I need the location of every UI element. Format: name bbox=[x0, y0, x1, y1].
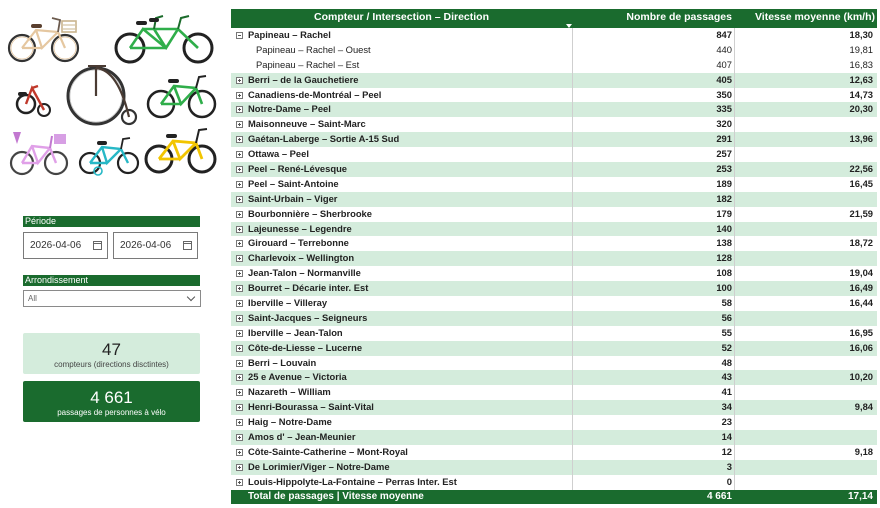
compteur-name-cell bbox=[231, 370, 572, 385]
compteur-name: Charlevoix – Wellington bbox=[248, 252, 355, 264]
compteur-name-cell bbox=[231, 192, 572, 207]
tricycle-image bbox=[17, 86, 50, 116]
compteur-name-cell bbox=[231, 281, 572, 296]
arrondissement-dropdown[interactable] bbox=[23, 290, 201, 307]
compteur-name: 25 e Avenue – Victoria bbox=[248, 371, 347, 383]
table-row[interactable] bbox=[231, 102, 877, 117]
vitesse-cell: 19,81 bbox=[734, 43, 877, 58]
compteurs-kpi-card bbox=[23, 333, 200, 374]
expand-plus-icon[interactable] bbox=[236, 345, 243, 352]
kids-bicycle-teal-image bbox=[80, 138, 138, 175]
table-row[interactable] bbox=[231, 251, 877, 266]
passages-cell: 23 bbox=[572, 415, 734, 430]
passages-cell: 48 bbox=[572, 356, 734, 371]
passages-kpi-card bbox=[23, 381, 200, 422]
table-total-row bbox=[231, 490, 877, 504]
expand-plus-icon[interactable] bbox=[236, 479, 243, 486]
passages-cell: 350 bbox=[572, 88, 734, 103]
compteur-name-cell bbox=[231, 400, 572, 415]
end-date-picker[interactable] bbox=[113, 232, 198, 259]
passages-cell: 55 bbox=[572, 326, 734, 341]
expand-plus-icon[interactable] bbox=[236, 330, 243, 337]
column-header-passages[interactable]: Nombre de passages bbox=[626, 11, 732, 23]
calendar-icon[interactable] bbox=[183, 241, 192, 250]
passages-cell: 34 bbox=[572, 400, 734, 415]
passages-cell: 140 bbox=[572, 222, 734, 237]
compteur-name: De Lorimier/Viger – Notre-Dame bbox=[248, 460, 390, 472]
compteur-name: Lajeunesse – Legendre bbox=[248, 222, 352, 234]
compteurs-caption: compteurs (directions disctintes) bbox=[54, 360, 169, 369]
tandem-bicycle-image bbox=[116, 16, 212, 62]
passages-cell: 12 bbox=[572, 445, 734, 460]
total-vitesse: 17,14 bbox=[847, 490, 873, 502]
start-date-picker[interactable] bbox=[23, 232, 108, 259]
expand-plus-icon[interactable] bbox=[236, 226, 243, 233]
table-row[interactable] bbox=[231, 236, 877, 251]
city-bicycle-image bbox=[148, 76, 215, 117]
compteur-name: Côte-de-Liesse – Lucerne bbox=[248, 341, 363, 353]
expand-plus-icon[interactable] bbox=[236, 300, 243, 307]
expand-plus-icon[interactable] bbox=[236, 121, 243, 128]
compteur-name-cell bbox=[231, 222, 572, 237]
compteur-name-cell bbox=[231, 430, 572, 445]
passages-cell: 407 bbox=[572, 58, 734, 73]
calendar-icon[interactable] bbox=[93, 241, 102, 250]
table-row[interactable] bbox=[231, 415, 877, 430]
compteur-name-cell bbox=[231, 341, 572, 356]
total-passages: 4 661 bbox=[706, 490, 732, 502]
vitesse-cell bbox=[734, 385, 877, 400]
passages-cell: 335 bbox=[572, 102, 734, 117]
passages-cell: 41 bbox=[572, 385, 734, 400]
vitesse-cell bbox=[734, 251, 877, 266]
compteur-name-cell bbox=[231, 147, 572, 162]
passages-cell: 189 bbox=[572, 177, 734, 192]
expand-plus-icon[interactable] bbox=[236, 360, 243, 367]
table-row[interactable] bbox=[231, 370, 877, 385]
start-date-value: 2026-04-06 bbox=[30, 240, 82, 251]
compteur-name: Amos d' – Jean-Meunier bbox=[248, 431, 356, 443]
vitesse-cell: 18,30 bbox=[734, 28, 877, 43]
passages-cell: 0 bbox=[572, 475, 734, 490]
passages-cell: 320 bbox=[572, 117, 734, 132]
table-row[interactable] bbox=[231, 73, 877, 88]
compteur-name-cell bbox=[231, 236, 572, 251]
vitesse-cell: 19,04 bbox=[734, 266, 877, 281]
table-row[interactable] bbox=[231, 177, 877, 192]
table-row[interactable] bbox=[231, 385, 877, 400]
compteur-name: Louis-Hippolyte-La-Fontaine – Perras Inter. Est bbox=[248, 475, 457, 487]
compteur-name-cell bbox=[231, 475, 572, 490]
compteur-name: Berri – Louvain bbox=[248, 356, 317, 368]
compteur-name-cell bbox=[231, 385, 572, 400]
compteur-name-cell bbox=[231, 162, 572, 177]
compteur-name: Ottawa – Peel bbox=[248, 148, 309, 160]
passages-cell: 52 bbox=[572, 341, 734, 356]
cruiser-bicycle-image bbox=[9, 18, 78, 61]
passages-cell: 179 bbox=[572, 207, 734, 222]
vitesse-cell: 16,06 bbox=[734, 341, 877, 356]
expand-plus-icon[interactable] bbox=[236, 181, 243, 188]
compteurs-count: 47 bbox=[102, 340, 121, 359]
compteur-name: Gaétan-Laberge – Sortie A-15 Sud bbox=[248, 133, 400, 145]
expand-plus-icon[interactable] bbox=[236, 315, 243, 322]
compteur-name: Nazareth – William bbox=[248, 386, 331, 398]
table-row[interactable] bbox=[231, 475, 877, 490]
expand-plus-icon[interactable] bbox=[236, 136, 243, 143]
table-row[interactable] bbox=[231, 88, 877, 103]
expand-plus-icon[interactable] bbox=[236, 270, 243, 277]
compteur-name-cell bbox=[231, 415, 572, 430]
table-row[interactable] bbox=[231, 281, 877, 296]
vitesse-cell: 10,20 bbox=[734, 370, 877, 385]
vitesse-cell: 21,59 bbox=[734, 207, 877, 222]
column-header-vitesse[interactable]: Vitesse moyenne (km/h) bbox=[754, 11, 875, 23]
expand-plus-icon[interactable] bbox=[236, 166, 243, 173]
compteur-name: Berri – de la Gauchetiere bbox=[248, 73, 359, 85]
bicycle-illustrations bbox=[6, 6, 218, 182]
table-row[interactable] bbox=[231, 117, 877, 132]
expand-plus-icon[interactable] bbox=[236, 196, 243, 203]
vitesse-cell: 20,30 bbox=[734, 102, 877, 117]
compteur-name-cell bbox=[231, 326, 572, 341]
end-date-value: 2026-04-06 bbox=[120, 240, 172, 251]
vitesse-cell: 16,44 bbox=[734, 296, 877, 311]
expand-plus-icon[interactable] bbox=[236, 106, 243, 113]
table-row[interactable] bbox=[231, 356, 877, 371]
column-header-compteur-label: Compteur / Intersection – Direction bbox=[313, 11, 490, 23]
vitesse-cell: 9,18 bbox=[734, 445, 877, 460]
compteur-name: Jean-Talon – Normanville bbox=[248, 267, 361, 279]
passages-cell: 14 bbox=[572, 430, 734, 445]
expand-plus-icon[interactable] bbox=[236, 449, 243, 456]
compteur-name: Papineau – Rachel bbox=[248, 29, 331, 40]
compteur-name: Peel – Saint-Antoine bbox=[248, 177, 339, 189]
passages-caption: passages de personnes à vélo bbox=[57, 408, 166, 417]
kids-bicycle-pink-image bbox=[11, 132, 67, 174]
compteur-name: Haig – Notre-Dame bbox=[248, 416, 332, 428]
table-row[interactable] bbox=[231, 341, 877, 356]
table-header-row bbox=[231, 9, 877, 28]
expand-plus-icon[interactable] bbox=[236, 389, 243, 396]
vitesse-cell: 14,73 bbox=[734, 88, 877, 103]
table-child-row[interactable] bbox=[231, 43, 877, 58]
passages-cell: 100 bbox=[572, 281, 734, 296]
compteur-name: Notre-Dame – Peel bbox=[248, 103, 331, 115]
table-row[interactable] bbox=[231, 430, 877, 445]
expand-plus-icon[interactable] bbox=[236, 464, 243, 471]
penny-farthing-image bbox=[68, 66, 136, 124]
passages-matrix-table bbox=[231, 9, 877, 504]
compteur-name: Iberville – Villeray bbox=[248, 297, 328, 309]
passages-cell: 440 bbox=[572, 43, 734, 58]
compteur-name: Canadiens-de-Montréal – Peel bbox=[248, 88, 382, 100]
vitesse-cell bbox=[734, 117, 877, 132]
passages-count: 4 661 bbox=[90, 388, 133, 407]
compteur-name: Peel – René-Lévesque bbox=[248, 163, 348, 175]
table-row[interactable] bbox=[231, 326, 877, 341]
compteur-name-cell bbox=[231, 58, 572, 73]
compteur-name: Bourbonnière – Sherbrooke bbox=[248, 207, 372, 219]
vitesse-cell: 16,49 bbox=[734, 281, 877, 296]
compteur-name: Papineau – Rachel – Ouest bbox=[256, 43, 371, 55]
compteur-name-cell bbox=[231, 28, 572, 43]
compteur-name: Saint-Jacques – Seigneurs bbox=[248, 311, 368, 323]
table-row[interactable] bbox=[231, 400, 877, 415]
expand-plus-icon[interactable] bbox=[236, 434, 243, 441]
expand-plus-icon[interactable] bbox=[236, 240, 243, 247]
table-row[interactable] bbox=[231, 311, 877, 326]
passages-cell: 291 bbox=[572, 132, 734, 147]
compteur-name-cell bbox=[231, 251, 572, 266]
passages-cell: 3 bbox=[572, 460, 734, 475]
table-row[interactable] bbox=[231, 28, 877, 43]
expand-plus-icon[interactable] bbox=[236, 404, 243, 411]
passages-cell: 847 bbox=[572, 28, 734, 43]
compteur-name: Côte-Sainte-Catherine – Mont-Royal bbox=[248, 445, 408, 457]
compteur-name-cell bbox=[231, 132, 572, 147]
table-row[interactable] bbox=[231, 162, 877, 177]
expand-plus-icon[interactable] bbox=[236, 77, 243, 84]
vitesse-cell bbox=[734, 311, 877, 326]
compteur-name-cell bbox=[231, 460, 572, 475]
compteur-name: Papineau – Rachel – Est bbox=[256, 58, 360, 70]
compteur-name-cell bbox=[231, 266, 572, 281]
vitesse-cell: 16,83 bbox=[734, 58, 877, 73]
compteur-name-cell bbox=[231, 356, 572, 371]
passages-cell: 405 bbox=[572, 73, 734, 88]
table-row[interactable] bbox=[231, 296, 877, 311]
expand-plus-icon[interactable] bbox=[236, 374, 243, 381]
compteur-name-cell bbox=[231, 207, 572, 222]
total-label: Total de passages | Vitesse moyenne bbox=[248, 490, 424, 502]
vitesse-cell bbox=[734, 430, 877, 445]
vitesse-cell bbox=[734, 192, 877, 207]
vitesse-cell bbox=[734, 147, 877, 162]
vitesse-cell bbox=[734, 460, 877, 475]
passages-cell: 257 bbox=[572, 147, 734, 162]
passages-cell: 108 bbox=[572, 266, 734, 281]
compteur-name-cell bbox=[231, 445, 572, 460]
vitesse-cell bbox=[734, 356, 877, 371]
compteur-name-cell bbox=[231, 102, 572, 117]
vitesse-cell bbox=[734, 475, 877, 490]
compteur-name-cell bbox=[231, 88, 572, 103]
compteur-name: Henri-Bourassa – Saint-Vital bbox=[248, 401, 374, 413]
passages-cell: 56 bbox=[572, 311, 734, 326]
vitesse-cell: 16,45 bbox=[734, 177, 877, 192]
compteur-name: Bourret – Décarie inter. Est bbox=[248, 282, 369, 294]
expand-plus-icon[interactable] bbox=[236, 92, 243, 99]
expand-plus-icon[interactable] bbox=[236, 285, 243, 292]
vitesse-cell: 13,96 bbox=[734, 132, 877, 147]
passages-cell: 138 bbox=[572, 236, 734, 251]
arrondissement-selected-value: All bbox=[28, 294, 37, 303]
passages-cell: 43 bbox=[572, 370, 734, 385]
compteur-name-cell bbox=[231, 296, 572, 311]
table-row[interactable] bbox=[231, 147, 877, 162]
collapse-minus-icon[interactable] bbox=[236, 32, 243, 39]
column-header-compteur[interactable] bbox=[231, 9, 572, 28]
passages-cell: 253 bbox=[572, 162, 734, 177]
table-row[interactable] bbox=[231, 132, 877, 147]
compteur-name-cell bbox=[231, 117, 572, 132]
compteur-name-cell bbox=[231, 177, 572, 192]
table-row[interactable] bbox=[231, 192, 877, 207]
vitesse-cell: 16,95 bbox=[734, 326, 877, 341]
vitesse-cell: 12,63 bbox=[734, 73, 877, 88]
passages-cell: 128 bbox=[572, 251, 734, 266]
compteur-name: Iberville – Jean-Talon bbox=[248, 326, 343, 338]
table-row[interactable] bbox=[231, 222, 877, 237]
vitesse-cell: 9,84 bbox=[734, 400, 877, 415]
table-row[interactable] bbox=[231, 445, 877, 460]
compteur-name-cell bbox=[231, 311, 572, 326]
vitesse-cell bbox=[734, 222, 877, 237]
expand-plus-icon[interactable] bbox=[236, 211, 243, 218]
table-child-row[interactable] bbox=[231, 58, 877, 73]
compteur-name: Girouard – Terrebonne bbox=[248, 237, 349, 249]
bmx-bicycle-image bbox=[146, 129, 215, 172]
compteur-name-cell bbox=[231, 73, 572, 88]
compteur-name: Saint-Urbain – Viger bbox=[248, 192, 338, 204]
vitesse-cell: 22,56 bbox=[734, 162, 877, 177]
expand-plus-icon[interactable] bbox=[236, 151, 243, 158]
arrondissement-label: Arrondissement bbox=[23, 275, 200, 286]
table-row[interactable] bbox=[231, 207, 877, 222]
compteur-name: Maisonneuve – Saint-Marc bbox=[248, 118, 366, 130]
passages-cell: 182 bbox=[572, 192, 734, 207]
periode-label: Période bbox=[23, 216, 200, 227]
vitesse-cell bbox=[734, 415, 877, 430]
table-row[interactable] bbox=[231, 460, 877, 475]
table-row[interactable] bbox=[231, 266, 877, 281]
table-body bbox=[231, 28, 877, 490]
expand-plus-icon[interactable] bbox=[236, 419, 243, 426]
vitesse-cell: 18,72 bbox=[734, 236, 877, 251]
compteur-name-cell bbox=[231, 43, 572, 58]
passages-cell: 58 bbox=[572, 296, 734, 311]
chevron-down-icon[interactable] bbox=[187, 293, 195, 301]
expand-plus-icon[interactable] bbox=[236, 255, 243, 262]
